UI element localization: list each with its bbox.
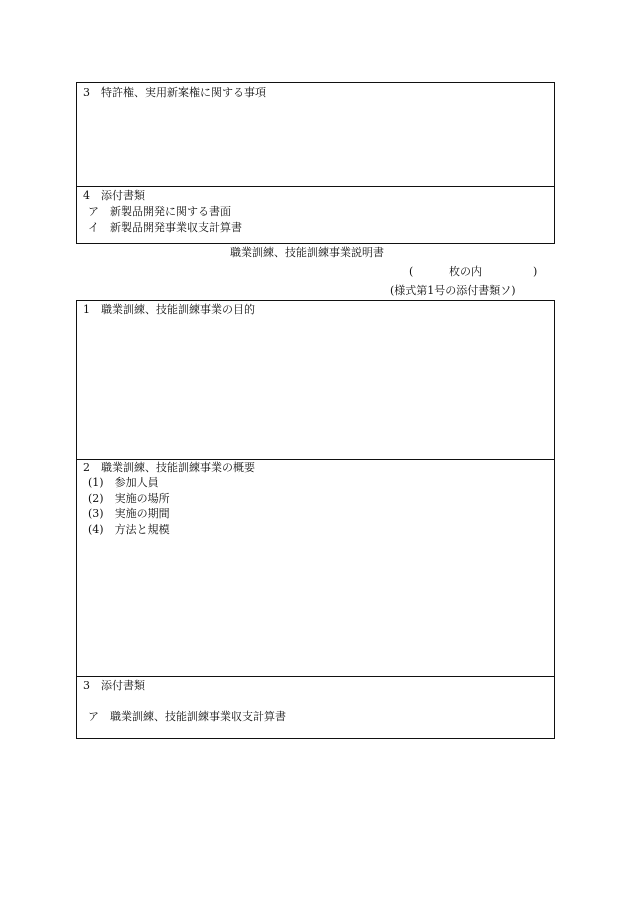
training-attachment-item: ア 職業訓練、技能訓練事業収支計算書 <box>88 710 286 723</box>
overview-section-title: 2 職業訓練、技能訓練事業の概要 <box>83 461 255 474</box>
attachments-section <box>77 187 554 243</box>
upper-form-table <box>76 82 555 244</box>
document-title: 職業訓練、技能訓練事業説明書 <box>230 246 384 259</box>
overview-item: (3) 実施の期間 <box>88 507 170 520</box>
overview-item: (4) 方法と規模 <box>88 523 170 536</box>
training-form-table <box>76 300 555 739</box>
page-count-close: ) <box>533 265 538 278</box>
patent-section <box>77 83 554 187</box>
form-reference-note: (様式第1号の添付書類ソ) <box>390 284 516 297</box>
overview-item: (1) 参加人員 <box>88 476 159 489</box>
purpose-section <box>77 301 554 460</box>
patent-section-title: 3 特許権、実用新案権に関する事項 <box>83 86 266 99</box>
attachment-item: ア 新製品開発に関する書面 <box>88 205 231 218</box>
overview-item: (2) 実施の場所 <box>88 492 170 505</box>
overview-section <box>77 460 554 677</box>
page-count-label: 枚の内 <box>449 265 482 278</box>
page-count-open: ( <box>409 265 414 278</box>
training-attachments-title: 3 添付書類 <box>83 679 145 692</box>
attachment-item: イ 新製品開発事業収支計算書 <box>88 221 242 234</box>
training-attachments-section <box>77 677 554 738</box>
attachments-section-title: 4 添付書類 <box>83 189 145 202</box>
purpose-section-title: 1 職業訓練、技能訓練事業の目的 <box>83 303 255 316</box>
